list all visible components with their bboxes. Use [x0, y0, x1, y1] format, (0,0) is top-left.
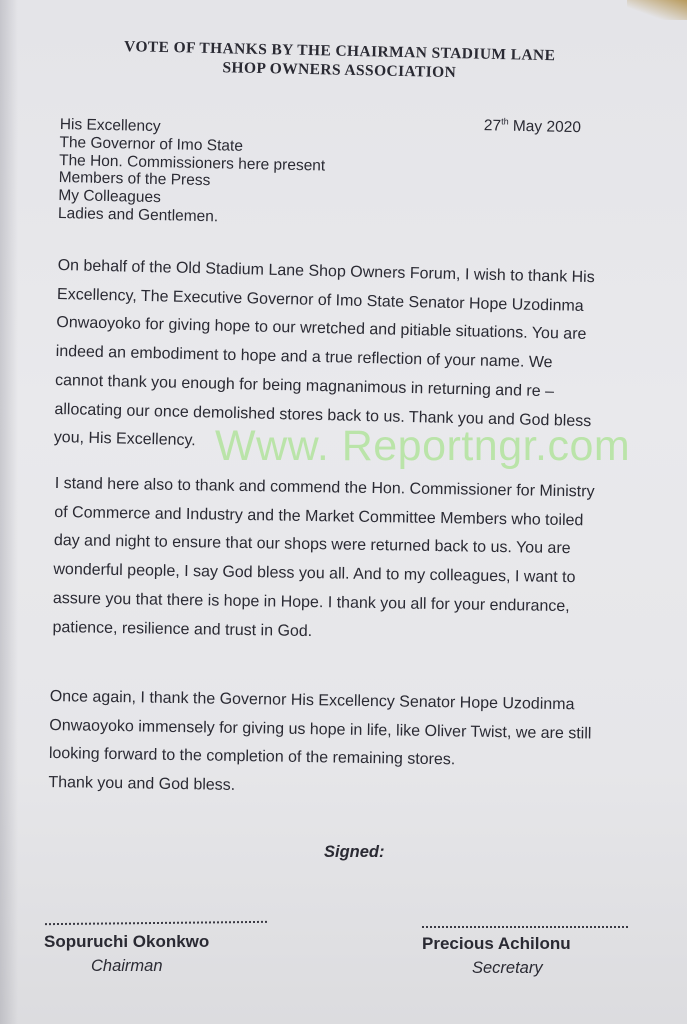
paragraph-line: day and night to ensure that our shops were returned back to us. You are [53, 532, 571, 558]
paragraph-line: I stand here also to thank and commend the Hon. Commissioner for Ministry [54, 474, 595, 501]
signature-line-left [45, 921, 267, 925]
paragraph-line: Excellency, The Executive Governor of Imo State Senator Hope Uzodinma [56, 285, 584, 315]
paragraph-line: indeed an embodiment to hope and a true reflection of your name. We [55, 343, 553, 372]
paragraph-line: patience, resilience and trust in God. [52, 618, 313, 640]
secretary-name: Precious Achilonu [422, 934, 571, 953]
watermark-text: Www. Reportngr.com [215, 422, 631, 470]
salutation-line: The Governor of Imo State [59, 133, 244, 155]
date-month-year: May 2020 [508, 117, 582, 137]
paragraph-line: allocating our once demolished stores back to us. Thank you and God bless [54, 400, 592, 430]
document-heading [69, 36, 610, 85]
paragraph-line: On behalf of the Old Stadium Lane Shop Owners Forum, I wish to thank His [57, 256, 595, 287]
signed-label: Signed: [324, 843, 385, 861]
page-corner-background [627, 0, 687, 20]
salutation-line: His Excellency [59, 116, 161, 136]
salutation-line: Members of the Press [58, 169, 211, 190]
paragraph-line: you, His Excellency. [53, 429, 196, 450]
chairman-name: Sopuruchi Okonkwo [44, 932, 210, 951]
paragraph-line: of Commerce and Industry and the Market Committee Members who toiled [54, 503, 584, 530]
salutation-block [58, 116, 326, 228]
secretary-title: Secretary [472, 959, 543, 977]
paragraph-2 [52, 470, 594, 651]
salutation-line: My Colleagues [58, 187, 162, 207]
paragraph-line: Onwaoyoko immensely for giving us hope in life, like Oliver Twist, we are still [49, 716, 592, 743]
heading-line: SHOP OWNERS ASSOCIATION [222, 59, 457, 82]
heading-line: VOTE OF THANKS BY THE CHAIRMAN STADIUM LANE [123, 38, 556, 65]
paragraph-3 [48, 683, 592, 806]
signature-line-right [422, 926, 628, 928]
paragraph-line: looking forward to the completion of the remaining stores. [48, 745, 456, 769]
document-date [484, 116, 582, 137]
date-suffix: th [501, 116, 509, 127]
page-shadow [0, 0, 18, 1024]
paragraph-line: cannot thank you enough for being magnanimous in returning and re – [54, 371, 555, 401]
paragraph-line: Once again, I thank the Governor His Excellency Senator Hope Uzodinma [49, 687, 575, 714]
paragraph-line: Thank you and God bless. [48, 774, 236, 795]
paragraph-line: Onwaoyoko for giving hope to our wretched and pitiable situations. You are [56, 314, 587, 344]
salutation-line: Ladies and Gentlemen. [57, 204, 219, 226]
chairman-title: Chairman [91, 957, 163, 975]
salutation-line: The Hon. Commissioners here present [58, 151, 326, 175]
paragraph-line: assure you that there is hope in Hope. I thank you all for your endurance, [52, 589, 570, 615]
paragraph-line: wonderful people, I say God bless you all. And to my colleagues, I want to [53, 561, 576, 587]
date-day: 27 [483, 117, 502, 135]
